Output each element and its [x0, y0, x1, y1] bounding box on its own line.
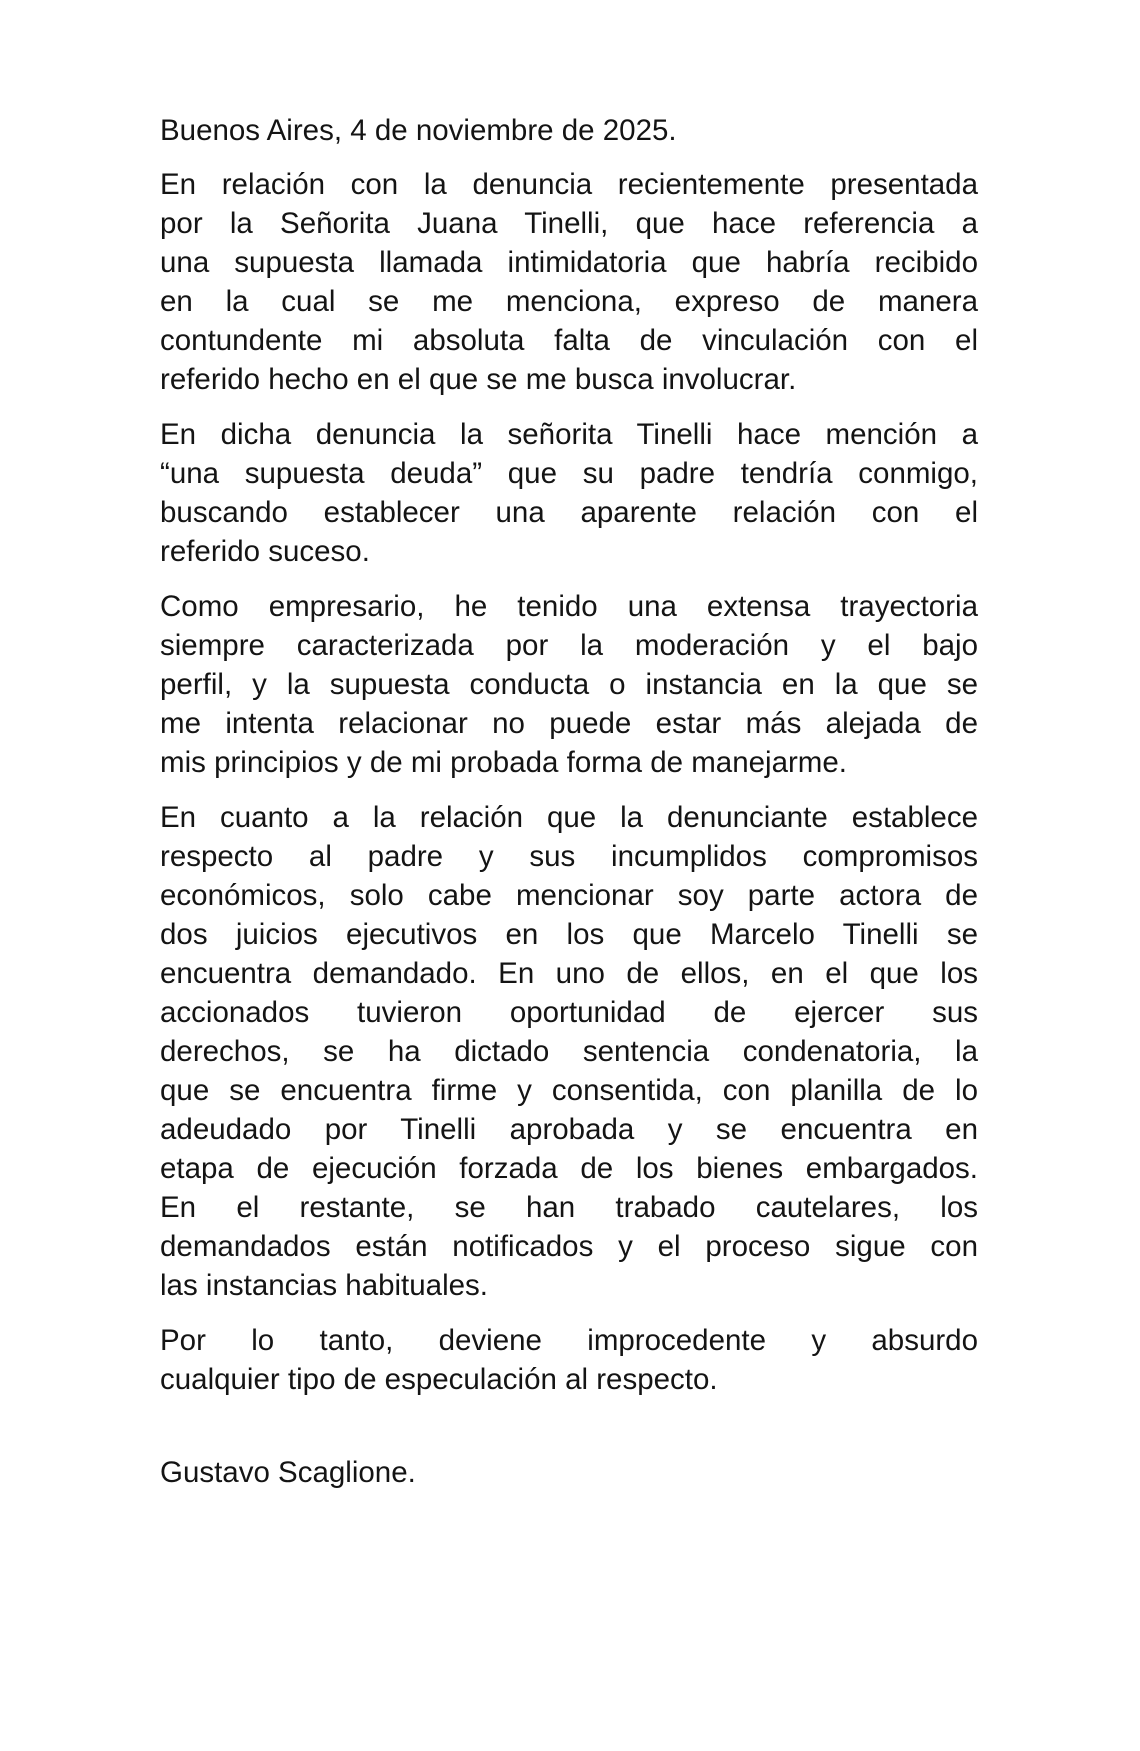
text-line: accionados tuvieron oportunidad de ejercer sus — [160, 996, 978, 1029]
date-line: Buenos Aires, 4 de noviembre de 2025. — [160, 114, 677, 147]
text-line: En el restante, se han trabado cautelares, los — [160, 1191, 978, 1224]
paragraph-3 — [160, 587, 978, 782]
text-line: demandados están notificados y el proceso sigue con — [160, 1230, 978, 1263]
paragraph-4 — [160, 798, 978, 1305]
text-line: “una supuesta deuda” que su padre tendría conmigo, — [160, 457, 978, 490]
text-line: por la Señorita Juana Tinelli, que hace referencia a — [160, 207, 978, 240]
signature: Gustavo Scaglione. — [160, 1456, 416, 1489]
text-line: buscando establecer una aparente relación con el — [160, 496, 978, 529]
text-line: siempre caracterizada por la moderación y el bajo — [160, 629, 978, 662]
text-line: en la cual se me menciona, expreso de manera — [160, 285, 978, 318]
text-line: adeudado por Tinelli aprobada y se encuentra en — [160, 1113, 978, 1146]
text-line: derechos, se ha dictado sentencia condenatoria, la — [160, 1035, 978, 1068]
text-line: respecto al padre y sus incumplidos compromisos — [160, 840, 978, 873]
text-line: una supuesta llamada intimidatoria que habría recibido — [160, 246, 978, 279]
text-line: las instancias habituales. — [160, 1269, 488, 1302]
text-line: referido suceso. — [160, 535, 370, 568]
text-line: En relación con la denuncia recientemente presentada — [160, 168, 978, 201]
text-line: referido hecho en el que se me busca involucrar. — [160, 363, 797, 396]
paragraph-1 — [160, 165, 978, 399]
text-line: económicos, solo cabe mencionar soy parte actora de — [160, 879, 978, 912]
statement-document — [160, 111, 978, 1492]
text-line: mis principios y de mi probada forma de manejarme. — [160, 746, 847, 779]
paragraph-5 — [160, 1321, 978, 1399]
text-line: En cuanto a la relación que la denunciante establece — [160, 801, 978, 834]
text-line: En dicha denuncia la señorita Tinelli hace mención a — [160, 418, 978, 451]
text-line: Por lo tanto, deviene improcedente y absurdo — [160, 1324, 978, 1357]
text-line: encuentra demandado. En uno de ellos, en el que los — [160, 957, 978, 990]
text-line: contundente mi absoluta falta de vinculación con el — [160, 324, 978, 357]
text-line: Como empresario, he tenido una extensa trayectoria — [160, 590, 978, 623]
text-line: dos juicios ejecutivos en los que Marcelo Tinelli se — [160, 918, 978, 951]
text-line: perfil, y la supuesta conducta o instancia en la que se — [160, 668, 978, 701]
paragraph-2 — [160, 415, 978, 571]
text-line: que se encuentra firme y consentida, con planilla de lo — [160, 1074, 978, 1107]
text-line: etapa de ejecución forzada de los bienes embargados. — [160, 1152, 978, 1185]
text-line: me intenta relacionar no puede estar más alejada de — [160, 707, 978, 740]
text-line: cualquier tipo de especulación al respecto. — [160, 1363, 718, 1396]
